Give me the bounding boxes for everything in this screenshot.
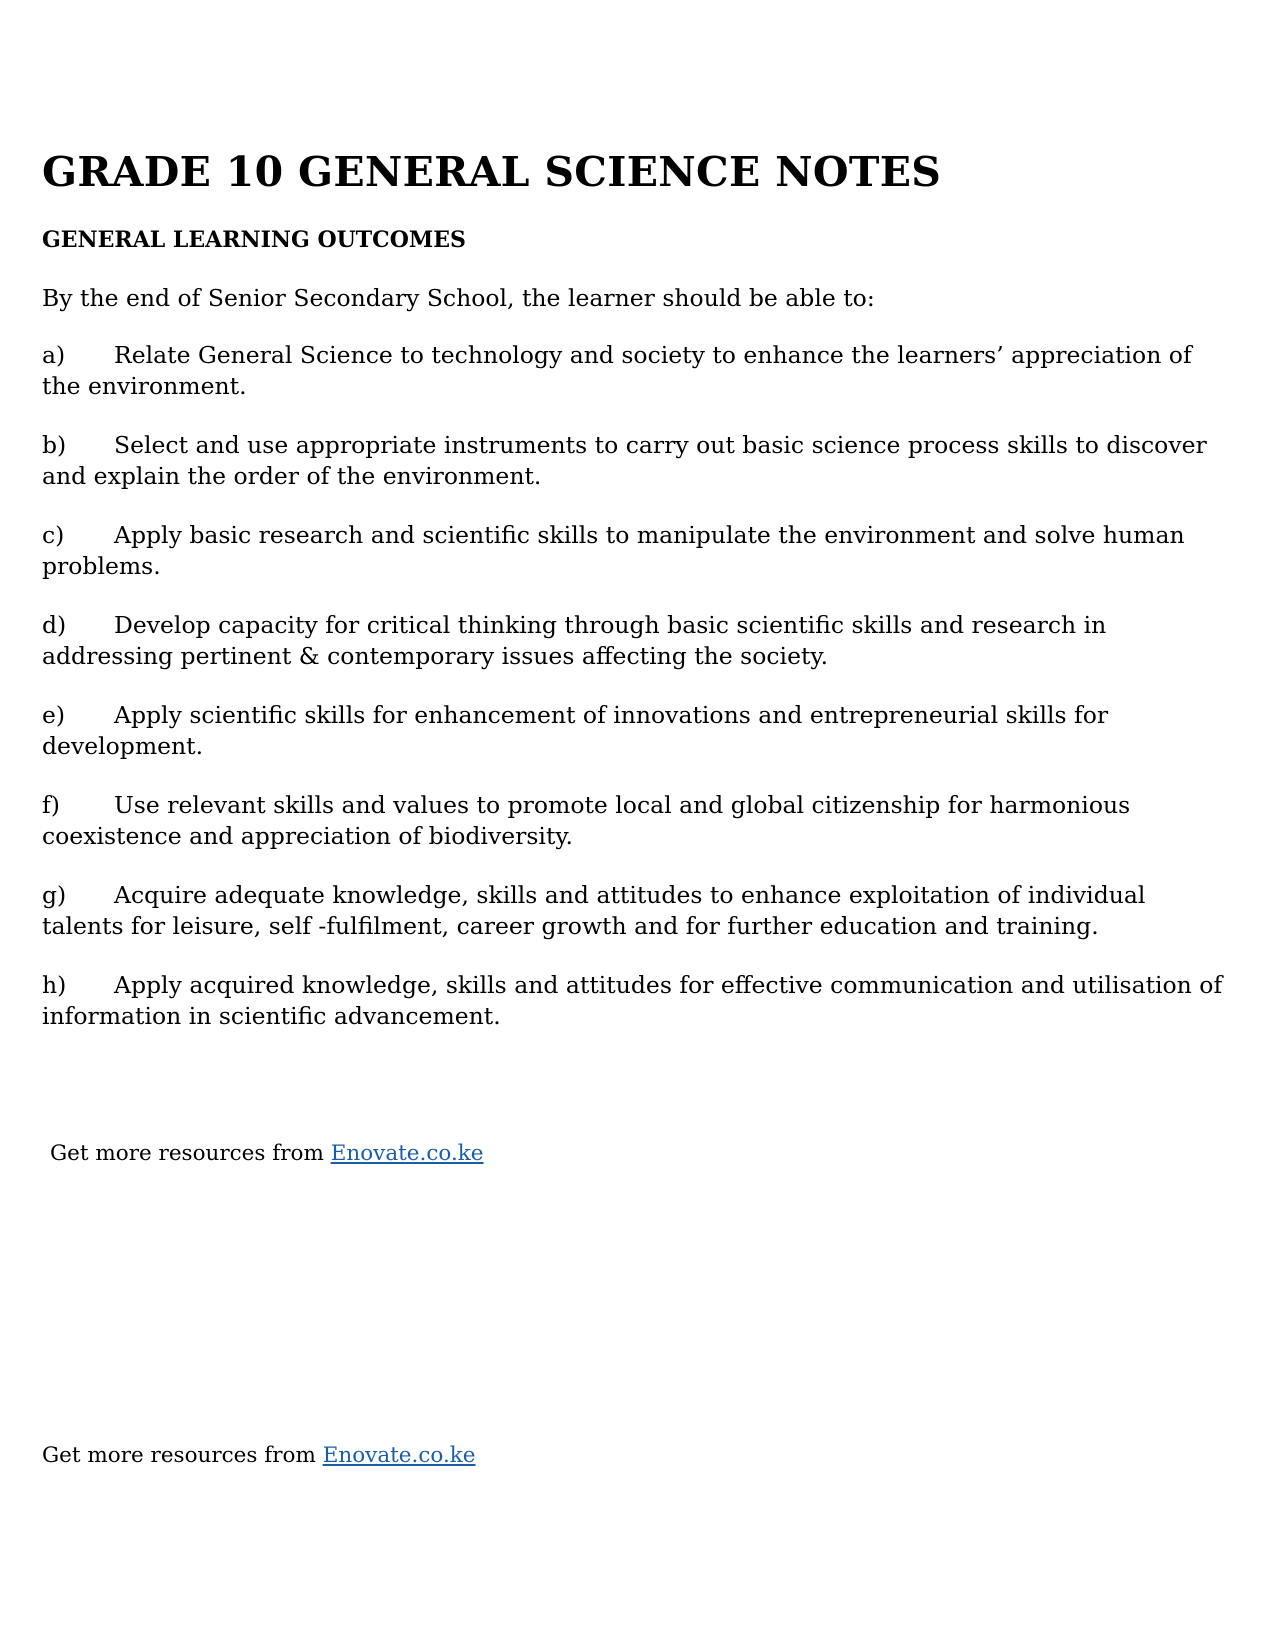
outcome-item	[42, 700, 1232, 762]
outcome-text: Select and use appropriate instruments to carry out basic science process skills to discover and explain the order of the environment.	[42, 431, 1207, 490]
footer-link[interactable]: Enovate.co.ke	[322, 1443, 476, 1468]
outcome-letter: c)	[42, 521, 65, 549]
outcome-item	[42, 520, 1232, 582]
resources-link[interactable]: Enovate.co.ke	[330, 1141, 484, 1166]
outcome-text: Apply scientific skills for enhancement of innovations and entrepreneurial skills for development.	[42, 701, 1109, 760]
page-title: GRADE 10 GENERAL SCIENCE NOTES	[42, 148, 942, 196]
intro-text: By the end of Senior Secondary School, the learner should be able to:	[42, 284, 875, 312]
outcome-text: Relate General Science to technology and society to enhance the learners’ appreciation of the environment.	[42, 341, 1192, 400]
outcome-letter: h)	[42, 971, 67, 999]
outcome-item	[42, 430, 1232, 492]
outcome-letter: b)	[42, 431, 67, 459]
outcome-letter: e)	[42, 701, 66, 729]
resources-note	[50, 1140, 484, 1168]
outcome-item	[42, 790, 1232, 852]
outcome-item	[42, 610, 1232, 672]
outcome-text: Apply acquired knowledge, skills and attitudes for effective communication and utilisation of information in scientific advancement.	[42, 971, 1223, 1030]
outcome-item	[42, 340, 1232, 402]
outcome-letter: f)	[42, 791, 60, 819]
outcome-text: Acquire adequate knowledge, skills and attitudes to enhance exploitation of individual talents for leisure, self -fulfilment, career growth and for further education and training.	[42, 881, 1146, 940]
outcome-letter: d)	[42, 611, 67, 639]
outcome-item	[42, 880, 1232, 942]
footer-prefix: Get more resources from	[42, 1443, 323, 1468]
outcome-letter: a)	[42, 341, 66, 369]
outcome-text: Apply basic research and scientific skills to manipulate the environment and solve human problems.	[42, 521, 1185, 580]
section-heading: GENERAL LEARNING OUTCOMES	[42, 227, 466, 253]
outcome-text: Develop capacity for critical thinking through basic scientific skills and research in addressing pertinent & contemporary issues affecting the society.	[42, 611, 1107, 670]
resources-prefix: Get more resources from	[50, 1141, 331, 1166]
outcome-letter: g)	[42, 881, 67, 909]
page-footer	[42, 1442, 476, 1470]
outcome-item	[42, 970, 1232, 1032]
outcome-text: Use relevant skills and values to promote local and global citizenship for harmonious coexistence and appreciation of biodiversity.	[42, 791, 1131, 850]
learning-outcomes-list	[42, 340, 1232, 1060]
